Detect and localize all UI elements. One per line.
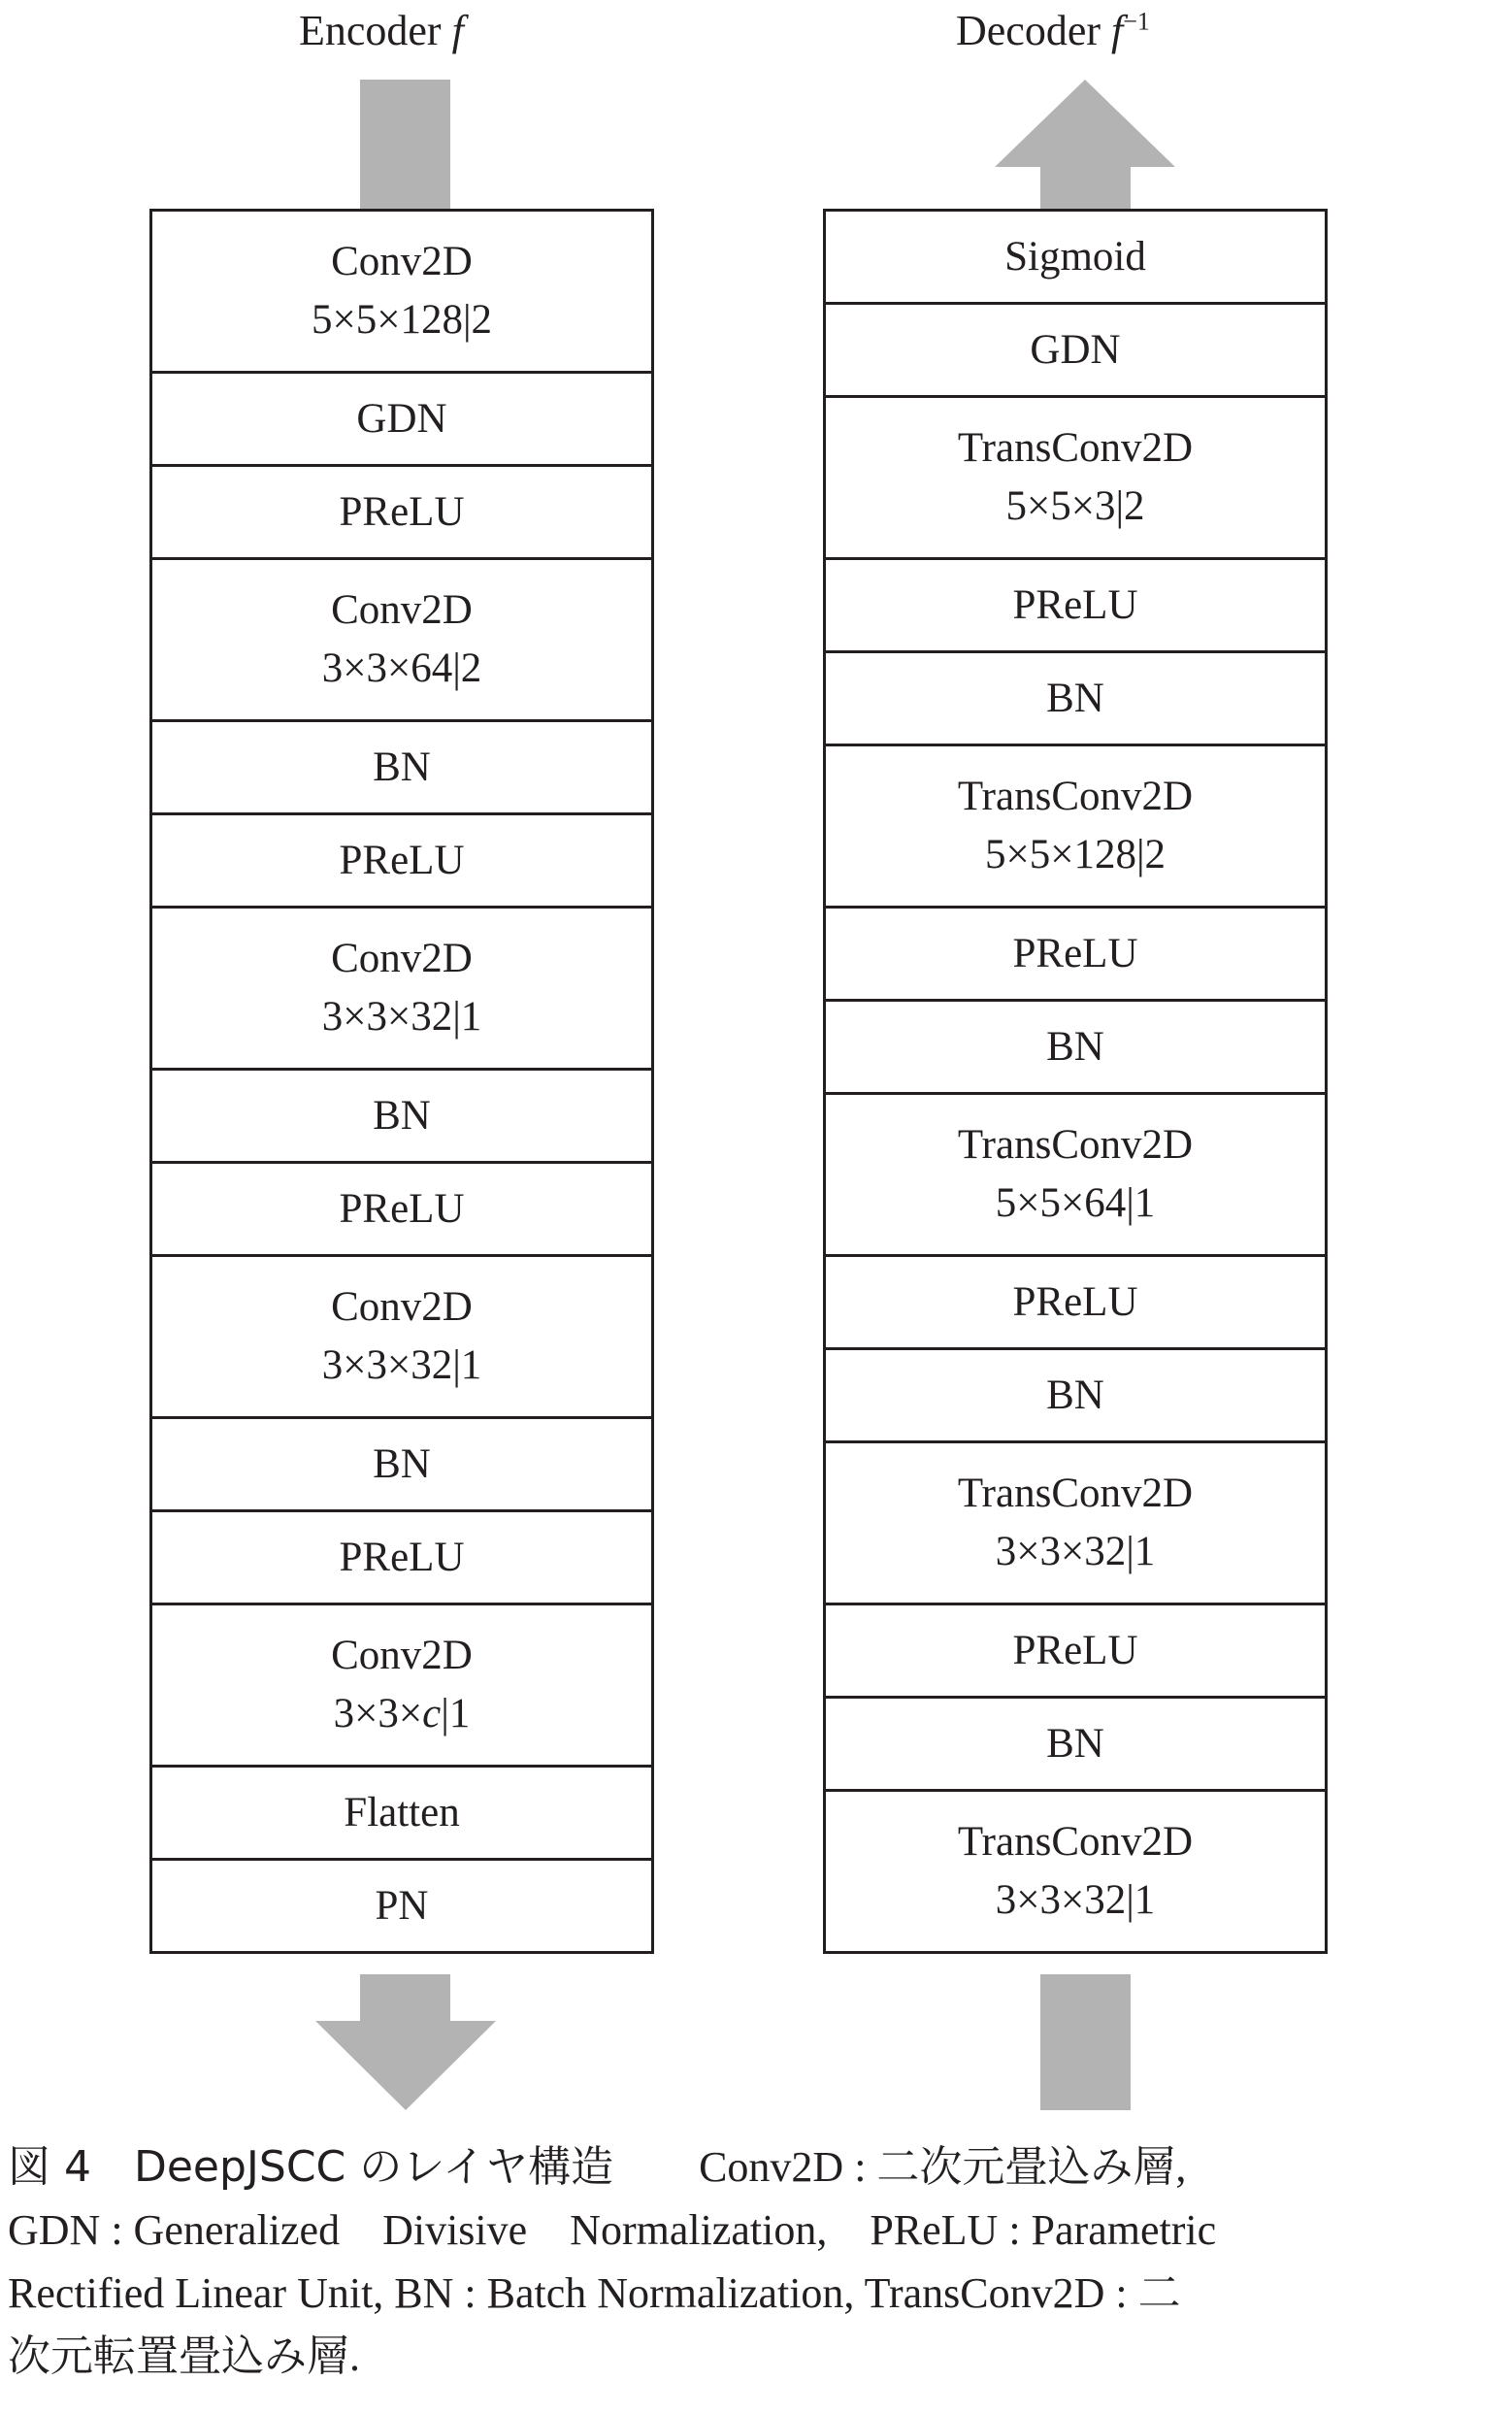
encoder-layer-params: 5×5×128|2 [311,297,493,343]
encoder-output-arrow-shaft [360,1974,450,2023]
caption-line-1 [8,2135,1504,2199]
decoder-layer-3 [823,395,1328,560]
decoder-title-text: Decoder [956,7,1112,54]
decoder-layer-name: TransConv2D [957,1471,1194,1516]
decoder-layer-name: BN [1046,1372,1104,1418]
encoder-layer-name: PReLU [339,837,465,883]
encoder-layer-name: Conv2D [331,1284,473,1330]
decoder-layer-15 [823,1789,1328,1954]
encoder-layer-params: 3×3×32|1 [321,994,482,1040]
decoder-layer-name: PReLU [1012,930,1138,976]
encoder-layer-name: BN [373,744,431,790]
encoder-layer-params: 3×3×64|2 [321,645,482,691]
decoder-input-arrow [1040,1974,1131,2110]
decoder-layer-14 [823,1696,1328,1792]
encoder-title-text: Encoder [299,7,452,54]
decoder-layer-name: Sigmoid [1004,233,1146,280]
encoder-layer-name: Flatten [344,1789,460,1835]
decoder-layer-8 [823,999,1328,1095]
decoder-layer-name: BN [1046,1023,1104,1070]
encoder-layer-params: 3×3×c|1 [333,1691,471,1736]
encoder-layer-name: GDN [356,395,447,442]
encoder-layer-name: PN [375,1882,429,1929]
encoder-layer-params: 3×3×32|1 [321,1342,482,1388]
decoder-layer-name: PReLU [1012,1627,1138,1673]
decoder-layer-5 [823,650,1328,746]
decoder-layer-name: TransConv2D [957,1122,1194,1168]
decoder-layer-11 [823,1347,1328,1443]
encoder-layer-name: Conv2D [331,587,473,633]
decoder-layer-13 [823,1603,1328,1699]
encoder-layer-name: PReLU [339,1534,465,1580]
encoder-layer-name: BN [373,1092,431,1139]
decoder-layer-name: TransConv2D [957,1819,1194,1865]
caption-line-1-rest: Conv2D : 二次元畳込み層, [613,2143,1187,2191]
caption-line-4: 次元転置畳込み層. [8,2332,360,2380]
encoder-layer-name: BN [373,1440,431,1487]
decoder-layer-1 [823,209,1328,305]
decoder-inverse-superscript: −1 [1123,7,1150,36]
decoder-layer-name: PReLU [1012,1278,1138,1325]
decoder-function-symbol: f [1111,7,1124,54]
decoder-layer-name: BN [1046,675,1104,721]
decoder-layer-name: PReLU [1012,581,1138,628]
encoder-layer-name: Conv2D [331,936,473,981]
decoder-layer-7 [823,906,1328,1002]
encoder-layer-name: Conv2D [331,239,473,284]
decoder-layer-params: 3×3×32|1 [995,1877,1156,1923]
caption-figure-label: 図 4 DeepJSCC のレイヤ構造 [8,2142,614,2192]
decoder-layer-params: 5×5×64|1 [995,1180,1156,1226]
decoder-layer-10 [823,1254,1328,1350]
caption-line-3: Rectified Linear Unit, BN : Batch Normalization, TransConv2D : 二 [8,2269,1181,2317]
decoder-layer-name: GDN [1030,326,1121,373]
encoder-layer-name: PReLU [339,1185,465,1232]
decoder-layer-12 [823,1440,1328,1605]
encoder-function-symbol: f [451,7,464,54]
decoder-layer-2 [823,302,1328,398]
encoder-layer-name: PReLU [339,488,465,535]
decoder-layer-name: TransConv2D [957,774,1194,819]
decoder-layer-9 [823,1092,1328,1257]
decoder-layer-params: 5×5×128|2 [984,832,1167,877]
decoder-layer-params: 3×3×32|1 [995,1529,1156,1574]
channel-symbol: c [422,1691,442,1736]
encoder-output-arrowhead [315,2021,496,2110]
decoder-layer-params: 5×5×3|2 [1005,483,1145,529]
decoder-layer-name: TransConv2D [957,425,1194,471]
caption-line-2: GDN : Generalized Divisive Normalization, PReLU : Parametric [8,2206,1217,2254]
encoder-layer-name: Conv2D [331,1633,473,1678]
decoder-layer-6 [823,744,1328,909]
decoder-layer-4 [823,557,1328,653]
decoder-layer-name: BN [1046,1720,1104,1767]
figure-caption [8,2135,1504,2388]
